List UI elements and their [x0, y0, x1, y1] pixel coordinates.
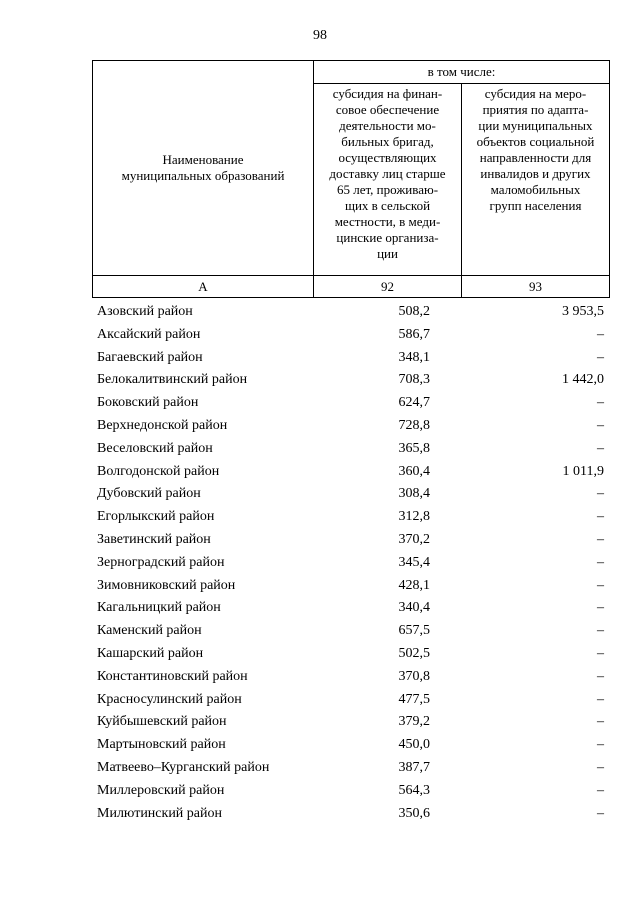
- municipality-name: Азовский район: [97, 304, 193, 319]
- header-group-label: в том числе:: [427, 64, 496, 79]
- table-row: [0, 619, 640, 642]
- value-col-93: –: [597, 646, 604, 661]
- municipality-name: Веселовский район: [97, 441, 213, 456]
- header-93-line: ции муниципальных: [478, 118, 593, 133]
- municipality-name: Зерноградский район: [97, 555, 225, 570]
- header-93-line: субсидия на меро-: [484, 86, 587, 101]
- header-index-93: 93: [529, 279, 542, 294]
- municipality-name: Волгодонской район: [97, 464, 220, 479]
- table-row: [0, 665, 640, 688]
- value-col-92: 345,4: [398, 555, 430, 570]
- value-col-93: –: [597, 760, 604, 775]
- municipality-name: Дубовский район: [97, 486, 201, 501]
- value-col-92: 365,8: [398, 441, 430, 456]
- value-col-93: –: [597, 623, 604, 638]
- municipality-name: Заветинский район: [97, 532, 211, 547]
- table-row: [0, 574, 640, 597]
- header-93-line: приятия по адапта-: [482, 102, 589, 117]
- value-col-93: 1 011,9: [562, 464, 604, 479]
- value-col-92: 586,7: [398, 327, 430, 342]
- header-93-line: направленности для: [479, 150, 592, 165]
- header-93-line: маломобильных: [490, 182, 581, 197]
- header-index-92: 92: [381, 279, 394, 294]
- value-col-92: 728,8: [398, 418, 430, 433]
- value-col-92: 360,4: [398, 464, 430, 479]
- header-92-line: осуществляющих: [338, 150, 437, 165]
- header-92-line: цинские организа-: [336, 230, 439, 245]
- table-row: [0, 802, 640, 825]
- value-col-93: –: [597, 783, 604, 798]
- table-row: [0, 756, 640, 779]
- value-col-93: –: [597, 441, 604, 456]
- value-col-92: 624,7: [398, 395, 430, 410]
- value-col-92: 387,7: [398, 760, 430, 775]
- municipality-name: Зимовниковский район: [97, 578, 236, 593]
- table-row: [0, 414, 640, 437]
- table-row: [0, 779, 640, 802]
- municipality-name: Константиновский район: [97, 669, 248, 684]
- municipality-name: Багаевский район: [97, 350, 203, 365]
- value-col-92: 312,8: [398, 509, 430, 524]
- table-row: [0, 300, 640, 323]
- municipality-name: Егорлыкский район: [97, 509, 215, 524]
- table-row: [0, 391, 640, 414]
- header-name-line: Наименование: [162, 152, 244, 167]
- municipality-name: Мартыновский район: [97, 737, 226, 752]
- value-col-92: 348,1: [398, 350, 430, 365]
- value-col-92: 508,2: [398, 304, 430, 319]
- header-index-a: А: [198, 279, 208, 294]
- header-92-line: бильных бригад,: [341, 134, 434, 149]
- value-col-93: –: [597, 509, 604, 524]
- value-col-92: 370,8: [398, 669, 430, 684]
- page-number: 98: [313, 28, 327, 43]
- header-name-column: [93, 61, 313, 275]
- municipality-name: Верхнедонской район: [97, 418, 228, 433]
- table-row: [0, 505, 640, 528]
- value-col-92: 477,5: [398, 692, 430, 707]
- value-col-92: 708,3: [398, 372, 430, 387]
- value-col-93: –: [597, 532, 604, 547]
- header-93-line: объектов социальной: [476, 134, 595, 149]
- value-col-93: 1 442,0: [562, 372, 604, 387]
- value-col-93: –: [597, 737, 604, 752]
- value-col-92: 450,0: [398, 737, 430, 752]
- municipality-name: Матвеево–Курганский район: [97, 760, 270, 775]
- table-row: [0, 368, 640, 391]
- header-92-line: доставку лиц старше: [329, 166, 446, 181]
- value-col-93: –: [597, 714, 604, 729]
- municipality-name: Куйбышевский район: [97, 714, 227, 729]
- table-row: [0, 528, 640, 551]
- header-name-line: муниципальных образований: [121, 168, 285, 183]
- table-row: [0, 437, 640, 460]
- value-col-92: 428,1: [398, 578, 430, 593]
- table-row: [0, 733, 640, 756]
- value-col-92: 308,4: [398, 486, 430, 501]
- header-92-line: субсидия на финан-: [332, 86, 443, 101]
- municipality-name: Кагальницкий район: [97, 600, 221, 615]
- municipality-name: Боковский район: [97, 395, 199, 410]
- value-col-92: 564,3: [398, 783, 430, 798]
- table-row: [0, 460, 640, 483]
- header-92-line: щих в сельской: [344, 198, 431, 213]
- municipality-name: Кашарский район: [97, 646, 204, 661]
- header-93-line: групп населения: [489, 198, 582, 213]
- municipality-name: Каменский район: [97, 623, 202, 638]
- value-col-92: 502,5: [398, 646, 430, 661]
- value-col-93: –: [597, 327, 604, 342]
- value-col-93: –: [597, 350, 604, 365]
- municipality-name: Аксайский район: [97, 327, 201, 342]
- value-col-93: –: [597, 486, 604, 501]
- header-column-92: [314, 84, 461, 275]
- value-col-93: –: [597, 600, 604, 615]
- value-col-93: –: [597, 578, 604, 593]
- municipality-name: Белокалитвинский район: [97, 372, 248, 387]
- municipality-name: Красносулинский район: [97, 692, 242, 707]
- value-col-93: –: [597, 418, 604, 433]
- table-row: [0, 551, 640, 574]
- value-col-92: 370,2: [398, 532, 430, 547]
- header-92-line: 65 лет, проживаю-: [336, 182, 439, 197]
- value-col-92: 340,4: [398, 600, 430, 615]
- header-93-line: инвалидов и других: [480, 166, 591, 181]
- value-col-93: –: [597, 395, 604, 410]
- header-92-line: местности, в меди-: [334, 214, 441, 229]
- table-row: [0, 482, 640, 505]
- table-row: [0, 642, 640, 665]
- value-col-93: –: [597, 669, 604, 684]
- table-header: [92, 60, 610, 298]
- table-row: [0, 323, 640, 346]
- value-col-92: 657,5: [398, 623, 430, 638]
- municipality-name: Милютинский район: [97, 806, 223, 821]
- header-column-93: [462, 84, 609, 275]
- municipality-name: Миллеровский район: [97, 783, 225, 798]
- value-col-92: 379,2: [398, 714, 430, 729]
- value-col-92: 350,6: [398, 806, 430, 821]
- value-col-93: –: [597, 806, 604, 821]
- value-col-93: 3 953,5: [562, 304, 604, 319]
- value-col-93: –: [597, 555, 604, 570]
- header-92-line: совое обеспечение: [335, 102, 440, 117]
- value-col-93: –: [597, 692, 604, 707]
- table-row: [0, 688, 640, 711]
- header-92-line: ции: [377, 246, 398, 261]
- header-92-line: деятельности мо-: [339, 118, 436, 133]
- table-row: [0, 346, 640, 369]
- table-row: [0, 710, 640, 733]
- table-row: [0, 596, 640, 619]
